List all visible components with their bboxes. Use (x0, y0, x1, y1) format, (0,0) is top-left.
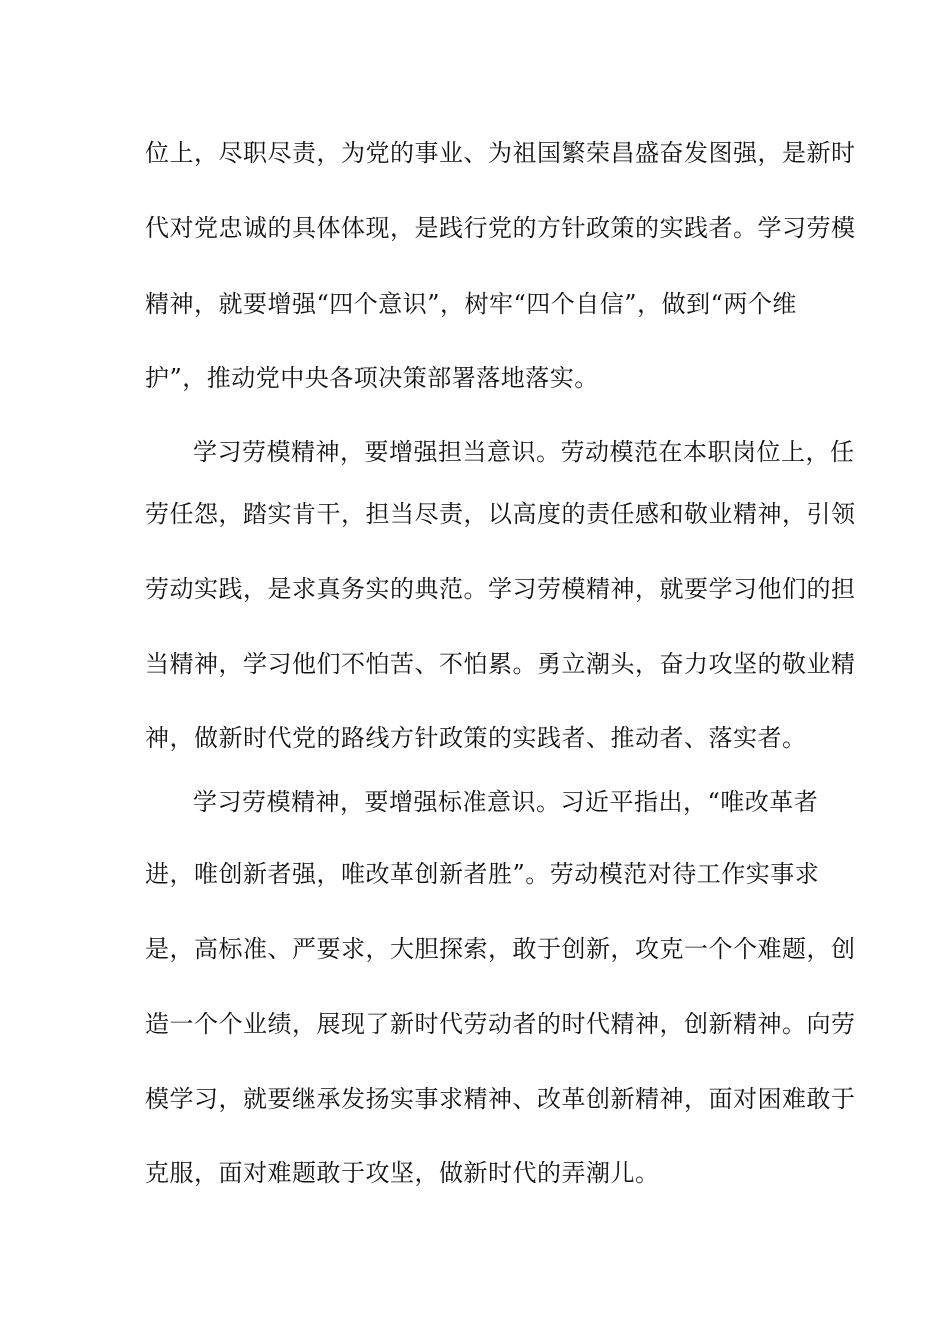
text-line: 克服，面对难题敢于攻坚，做新时代的弄潮儿。 (145, 1159, 660, 1187)
text-line: 造一个个业绩，展现了新时代劳动者的时代精神，创新精神。向劳 (145, 1010, 856, 1038)
text-line: 模学习，就要继承发扬实事求精神、改革创新精神，面对困难敢于 (145, 1085, 856, 1113)
text-line: 神，做新时代党的路线方针政策的实践者、推动者、落实者。 (145, 724, 807, 752)
text-line: 护”，推动党中央各项决策部署落地落实。 (145, 364, 599, 392)
text-line: 当精神，学习他们不怕苦、不怕累。勇立潮头，奋力攻坚的敬业精 (145, 650, 856, 678)
text-line: 精神，就要增强“四个意识”，树牢“四个自信”，做到“两个维 (145, 290, 797, 318)
text-line: 劳任怨，踏实肯干，担当尽责，以高度的责任感和敬业精神，引领 (145, 500, 856, 528)
text-line: 位上，尽职尽责，为党的事业、为祖国繁荣昌盛奋发图强，是新时 (145, 139, 856, 167)
paragraph-first-line: 学习劳模精神，要增强担当意识。劳动模范在本职岗位上，任 (193, 438, 855, 466)
paragraph-first-line: 学习劳模精神，要增强标准意识。习近平指出，“唯改革者 (193, 788, 819, 816)
text-line: 进，唯创新者强，唯改革创新者胜”。劳动模范对待工作实事求 (145, 860, 820, 888)
text-line: 是，高标准、严要求，大胆探索，敢于创新，攻克一个个难题，创 (145, 935, 856, 963)
text-line: 代对党忠诚的具体体现，是践行党的方针政策的实践者。学习劳模 (145, 214, 856, 242)
text-line: 劳动实践，是求真务实的典范。学习劳模精神，就要学习他们的担 (145, 575, 856, 603)
